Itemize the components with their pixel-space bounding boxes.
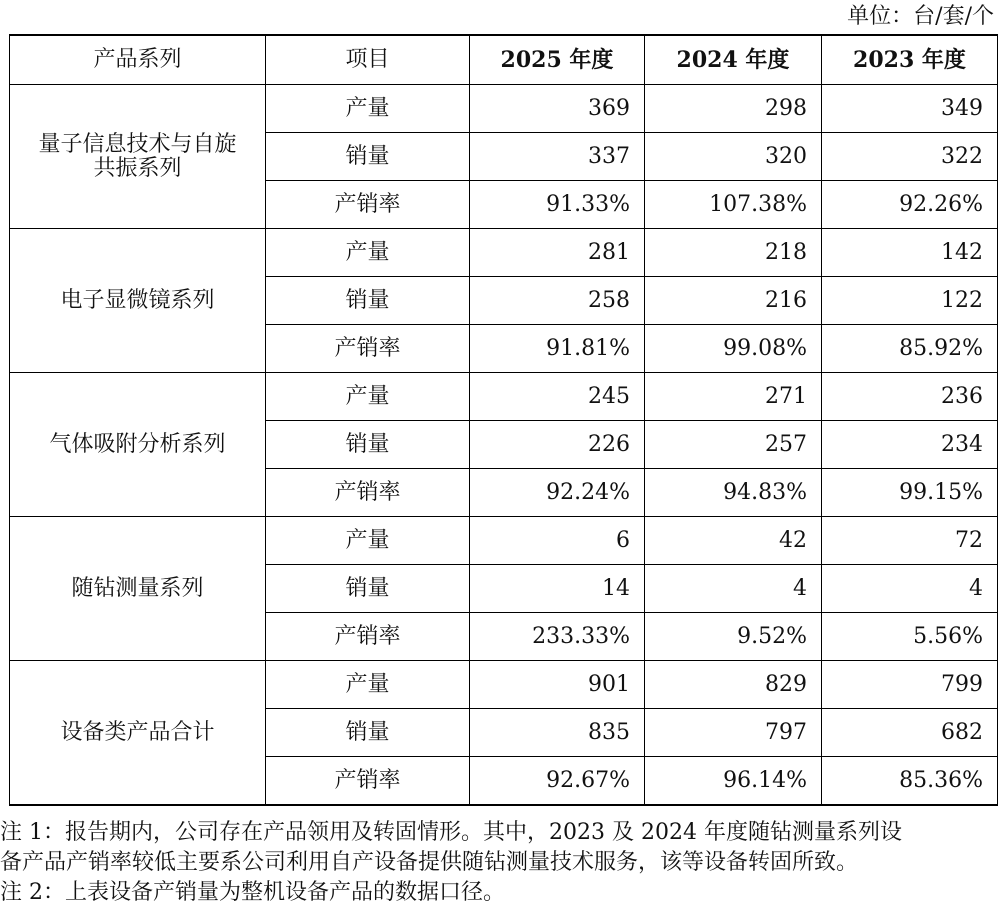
value-2023: 322: [822, 133, 998, 181]
footnote-line: 备产品产销率较低主要系公司利用自产设备提供随钻测量技术服务，该等设备转固所致。: [0, 850, 859, 875]
value-2024: 4: [645, 565, 822, 613]
value-2023: 682: [822, 709, 998, 757]
row-item: 销量: [266, 133, 470, 181]
value-2025: 245: [470, 373, 645, 421]
value-2025: 258: [470, 277, 645, 325]
value-2023: 99.15%: [822, 469, 998, 517]
value-2025: 281: [470, 229, 645, 277]
row-item: 产量: [266, 373, 470, 421]
row-item: 产销率: [266, 181, 470, 229]
table-row: [10, 661, 998, 709]
value-2024: 218: [645, 229, 822, 277]
value-2024: 96.14%: [645, 757, 822, 806]
value-2025: 6: [470, 517, 645, 565]
value-2024: 107.38%: [645, 181, 822, 229]
value-2023: 234: [822, 421, 998, 469]
table-row: [10, 517, 998, 565]
header-series: 产品系列: [10, 35, 266, 85]
value-2025: 92.67%: [470, 757, 645, 806]
value-2023: 236: [822, 373, 998, 421]
production-sales-table: [9, 34, 998, 806]
table-row: [10, 373, 998, 421]
header-2023: 2023 年度: [822, 35, 998, 85]
value-2024: 9.52%: [645, 613, 822, 661]
value-2025: 901: [470, 661, 645, 709]
value-2023: 349: [822, 85, 998, 133]
value-2025: 226: [470, 421, 645, 469]
value-2024: 216: [645, 277, 822, 325]
row-item: 销量: [266, 565, 470, 613]
table-row: [10, 85, 998, 133]
value-2024: 829: [645, 661, 822, 709]
row-item: 产量: [266, 229, 470, 277]
value-2023: 799: [822, 661, 998, 709]
row-item: 产销率: [266, 469, 470, 517]
row-item: 产销率: [266, 757, 470, 806]
value-2024: 42: [645, 517, 822, 565]
unit-label: 单位：台/套/个: [847, 4, 994, 29]
group-name: 电子显微镜系列: [10, 229, 266, 373]
value-2024: 797: [645, 709, 822, 757]
footnote-line: 注 1：报告期内，公司存在产品领用及转固情形。其中，2023 及 2024 年度随钻测量系列设: [0, 820, 902, 845]
row-item: 销量: [266, 421, 470, 469]
header-2024: 2024 年度: [645, 35, 822, 85]
footnotes: [0, 818, 1000, 908]
value-2023: 142: [822, 229, 998, 277]
value-2025: 91.81%: [470, 325, 645, 373]
value-2023: 122: [822, 277, 998, 325]
value-2024: 320: [645, 133, 822, 181]
row-item: 产量: [266, 517, 470, 565]
row-item: 销量: [266, 709, 470, 757]
value-2024: 99.08%: [645, 325, 822, 373]
value-2025: 337: [470, 133, 645, 181]
value-2025: 91.33%: [470, 181, 645, 229]
group-name: 量子信息技术与自旋共振系列: [10, 85, 266, 229]
group-name: 气体吸附分析系列: [10, 373, 266, 517]
value-2025: 369: [470, 85, 645, 133]
value-2025: 14: [470, 565, 645, 613]
value-2024: 94.83%: [645, 469, 822, 517]
value-2025: 835: [470, 709, 645, 757]
group-name: 设备类产品合计: [10, 661, 266, 806]
value-2024: 298: [645, 85, 822, 133]
group-name: 随钻测量系列: [10, 517, 266, 661]
value-2024: 271: [645, 373, 822, 421]
value-2023: 72: [822, 517, 998, 565]
header-item: 项目: [266, 35, 470, 85]
table-row: [10, 229, 998, 277]
value-2023: 4: [822, 565, 998, 613]
header-2025: 2025 年度: [470, 35, 645, 85]
row-item: 产量: [266, 85, 470, 133]
value-2023: 85.36%: [822, 757, 998, 806]
row-item: 销量: [266, 277, 470, 325]
row-item: 产销率: [266, 325, 470, 373]
value-2023: 5.56%: [822, 613, 998, 661]
value-2025: 92.24%: [470, 469, 645, 517]
value-2024: 257: [645, 421, 822, 469]
value-2023: 92.26%: [822, 181, 998, 229]
value-2023: 85.92%: [822, 325, 998, 373]
header-row: [10, 35, 998, 85]
footnote-line: 注 2：上表设备产销量为整机设备产品的数据口径。: [0, 880, 505, 905]
row-item: 产量: [266, 661, 470, 709]
row-item: 产销率: [266, 613, 470, 661]
value-2025: 233.33%: [470, 613, 645, 661]
